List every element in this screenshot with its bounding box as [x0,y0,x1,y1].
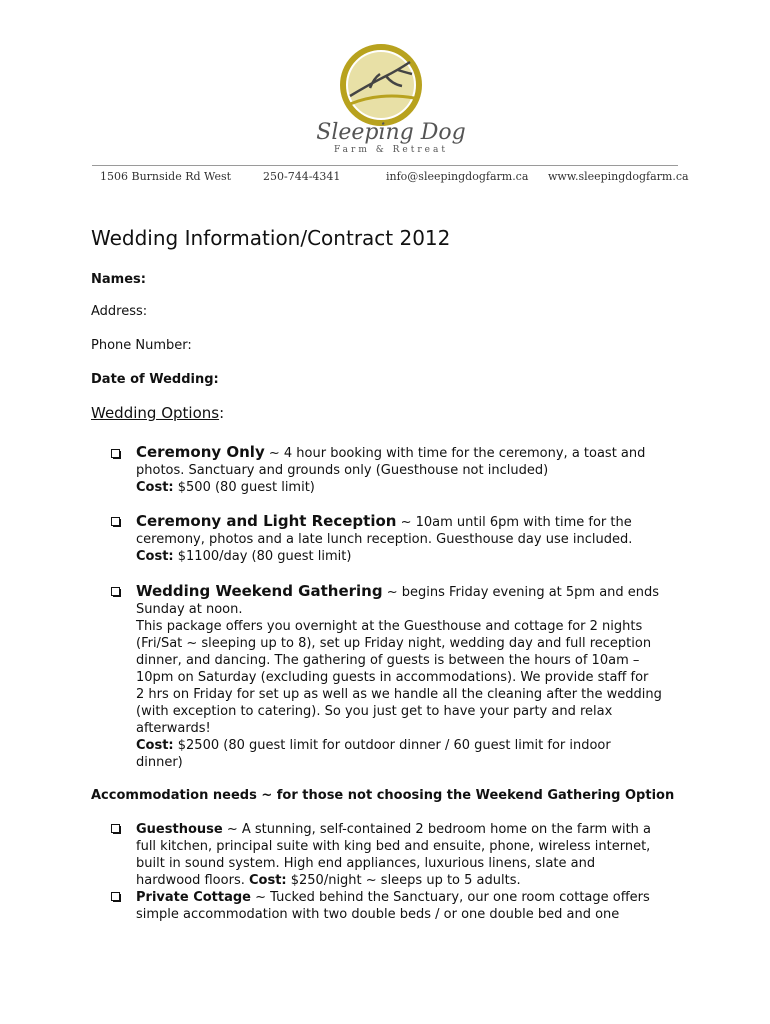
accommodation-line: hardwood floors. [136,873,249,888]
farm-logo-icon [340,44,422,126]
accommodation-name: Guesthouse [136,822,223,837]
names-label: Names: [91,272,146,287]
option-line: ~ begins Friday evening at 5pm and ends [382,585,660,600]
accommodation-name: Private Cottage [136,890,251,905]
accommodation-guesthouse [136,821,696,889]
brand-name: Sleeping Dog [316,120,466,145]
contact-phone: 250-744-4341 [263,170,341,183]
options-heading-text: Wedding Options [91,404,220,422]
option-line: (with exception to catering). So you just get to have your party and relax [136,704,613,719]
contact-email[interactable]: info@sleepingdogfarm.ca [386,170,529,183]
accommodation-line: full kitchen, principal suite with king bed and ensuite, phone, wireless internet, [136,839,651,854]
option-cost: $2500 (80 guest limit for outdoor dinner / 60 guest limit for indoor [173,738,611,753]
option-line: photos. Sanctuary and grounds only (Guesthouse not included) [136,463,549,478]
date-label: Date of Wedding: [91,372,219,387]
option-line: Sunday at noon. [136,602,243,617]
option-line: ~ 4 hour booking with time for the ceremony, a toast and [264,446,646,461]
option-line: This package offers you overnight at the Guesthouse and cottage for 2 nights [136,619,643,634]
option-line: 2 hrs on Friday for set up as well as we handle all the cleaning after the wedding [136,687,662,702]
cost-label: Cost: [136,738,174,753]
option-line: 10pm on Saturday (excluding guests in accommodations). We provide staff for [136,670,649,685]
option-ceremony-light-reception [136,513,696,565]
checkbox-bullet-icon [111,587,121,597]
cost-label: Cost: [136,480,174,495]
checkbox-bullet-icon [111,449,121,459]
checkbox-bullet-icon [111,892,121,902]
header-rule [92,165,678,166]
options-heading [91,404,224,422]
brand-wordmark [316,121,466,165]
phone-label: Phone Number: [91,338,192,353]
option-wedding-weekend [136,583,696,771]
brand-tagline: Farm & Retreat [334,145,448,155]
checkbox-bullet-icon [111,517,121,527]
option-name: Ceremony Only [136,443,265,461]
contact-website[interactable]: www.sleepingdogfarm.ca [548,170,689,183]
option-ceremony-only [136,444,696,496]
option-cost-cont: dinner) [136,755,183,770]
option-line: afterwards! [136,721,211,736]
accommodation-line: built in sound system. High end appliances, luxurious linens, slate and [136,856,596,871]
accommodation-line: ~ Tucked behind the Sanctuary, our one room cottage offers [251,890,650,905]
option-line: dinner, and dancing. The gathering of guests is between the hours of 10am – [136,653,640,668]
option-line: (Fri/Sat ~ sleeping up to 8), set up Friday night, wedding day and full reception [136,636,652,651]
page-title: Wedding Information/Contract 2012 [91,226,451,250]
accommodation-line: simple accommodation with two double beds / or one double bed and one [136,907,620,922]
cost-label: Cost: [248,873,287,888]
option-cost: $1100/day (80 guest limit) [173,549,352,564]
option-line: ceremony, photos and a late lunch reception. Guesthouse day use included. [136,532,633,547]
option-line: ~ 10am until 6pm with time for the [396,515,632,530]
options-heading-colon: : [219,404,225,422]
accommodation-line: ~ A stunning, self-contained 2 bedroom home on the farm with a [222,822,651,837]
accommodation-private-cottage [136,889,696,923]
accommodation-cost: $250/night ~ sleeps up to 5 adults. [286,873,521,888]
option-name: Ceremony and Light Reception [136,512,397,530]
accommodation-heading: Accommodation needs ~ for those not choosing the Weekend Gathering Option [91,788,675,803]
option-name: Wedding Weekend Gathering [136,582,383,600]
address-label: Address: [91,304,148,319]
cost-label: Cost: [136,549,174,564]
checkbox-bullet-icon [111,824,121,834]
contact-address: 1506 Burnside Rd West [100,170,232,183]
option-cost: $500 (80 guest limit) [173,480,315,495]
